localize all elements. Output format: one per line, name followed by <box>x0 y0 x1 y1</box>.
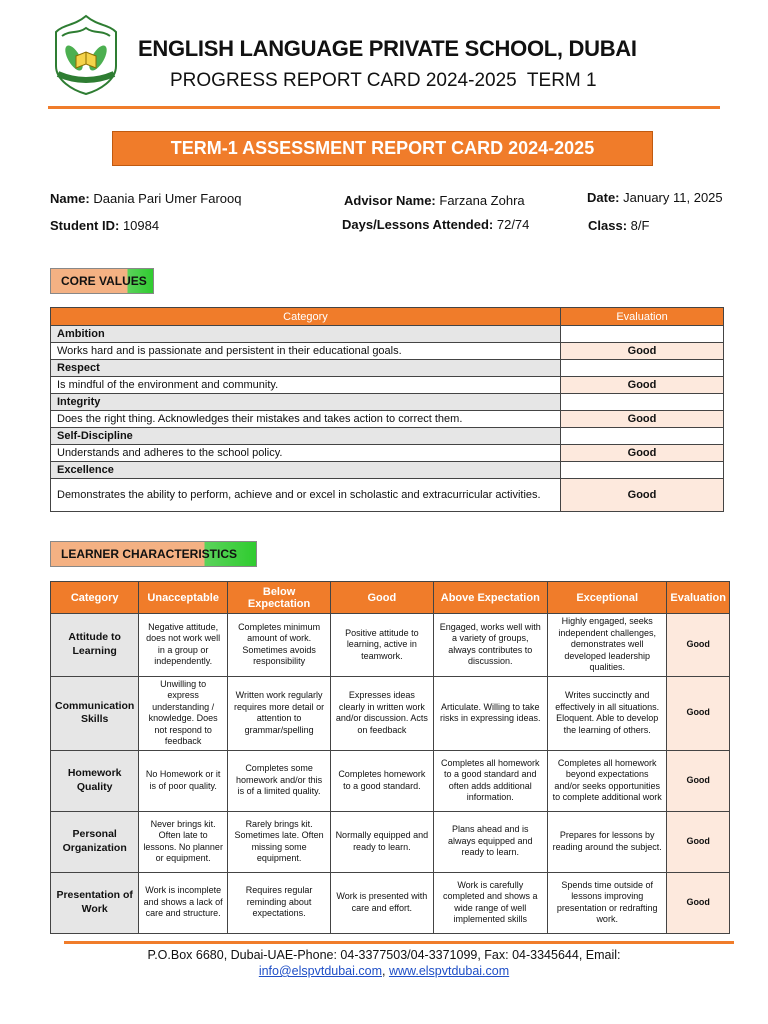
table-row <box>51 811 730 872</box>
exceptional-cell: Completes all homework beyond expectations and/or seeks opportunities to complete additional work <box>548 750 667 811</box>
good-cell: Positive attitude to learning, active in teamwork. <box>331 614 433 677</box>
footer-divider <box>64 941 734 944</box>
above-expectation-cell: Engaged, works well with a variety of groups, always contributes to discussion. <box>433 614 548 677</box>
column-header: Good <box>331 582 433 614</box>
core-value-name: Self-Discipline <box>51 428 561 445</box>
column-header: Above Expectation <box>433 582 548 614</box>
evaluation-cell: Good <box>667 614 730 677</box>
row-category: Personal Organization <box>51 811 139 872</box>
row-category: Presentation of Work <box>51 872 139 933</box>
exceptional-cell: Prepares for lessons by reading around the subject. <box>548 811 667 872</box>
student-name: Name: Daania Pari Umer Farooq <box>50 191 242 206</box>
core-value-evaluation: Good <box>561 343 724 360</box>
good-cell: Work is presented with care and effort. <box>331 872 433 933</box>
core-value-description: Does the right thing. Acknowledges their mistakes and takes action to correct them. <box>51 411 561 428</box>
below-expectation-cell: Completes minimum amount of work. Sometimes avoids responsibility <box>228 614 331 677</box>
evaluation-cell: Good <box>667 676 730 750</box>
above-expectation-cell: Completes all homework to a good standard and often adds additional information. <box>433 750 548 811</box>
core-value-evaluation: Good <box>561 377 724 394</box>
learner-characteristics-heading: LEARNER CHARACTERISTICS <box>50 541 257 567</box>
advisor-name: Advisor Name: Farzana Zohra <box>344 193 525 208</box>
column-header-category: Category <box>51 308 561 326</box>
row-category: Homework Quality <box>51 750 139 811</box>
good-cell: Expresses ideas clearly in written work and/or discussion. Acts on feedback <box>331 676 433 750</box>
column-header: Unacceptable <box>139 582 228 614</box>
unacceptable-cell: Work is incomplete and shows a lack of care and structure. <box>139 872 228 933</box>
column-header: Below Expectation <box>228 582 331 614</box>
core-value-evaluation: Good <box>561 479 724 512</box>
column-header: Evaluation <box>667 582 730 614</box>
student-id: Student ID: 10984 <box>50 218 160 233</box>
table-row <box>51 676 730 750</box>
column-header: Category <box>51 582 139 614</box>
row-category: Communication Skills <box>51 676 139 750</box>
core-value-description: Works hard and is passionate and persistent in their educational goals. <box>51 343 561 360</box>
core-value-evaluation: Good <box>561 445 724 462</box>
assessment-banner: TERM-1 ASSESSMENT REPORT CARD 2024-2025 <box>112 131 653 166</box>
column-header-evaluation: Evaluation <box>561 308 724 326</box>
exceptional-cell: Spends time outside of lessons improving presentation or redrafting work. <box>548 872 667 933</box>
table-row <box>51 872 730 933</box>
website-link[interactable]: www.elspvtdubai.com <box>388 964 510 978</box>
core-value-description: Is mindful of the environment and community. <box>51 377 561 394</box>
evaluation-cell: Good <box>667 872 730 933</box>
core-values-table <box>50 307 724 512</box>
core-value-name: Respect <box>51 360 561 377</box>
above-expectation-cell: Plans ahead and is always equipped and ready to learn. <box>433 811 548 872</box>
email-link[interactable]: info@elspvtdubai.com <box>258 964 382 978</box>
above-expectation-cell: Work is carefully completed and shows a wide range of well implemented skills <box>433 872 548 933</box>
core-values-heading: CORE VALUES <box>50 268 154 294</box>
table-row <box>51 750 730 811</box>
below-expectation-cell: Completes some homework and/or this is of a limited quality. <box>228 750 331 811</box>
attendance: Days/Lessons Attended: 72/74 <box>342 217 530 232</box>
footer <box>0 947 768 979</box>
learner-characteristics-table <box>50 581 730 934</box>
unacceptable-cell: Negative attitude, does not work well in a group or independently. <box>139 614 228 677</box>
core-value-name: Ambition <box>51 326 561 343</box>
school-name: ENGLISH LANGUAGE PRIVATE SCHOOL, DUBAI <box>138 36 637 61</box>
core-value-description: Demonstrates the ability to perform, achieve and or excel in scholastic and extracurricular activities. <box>51 479 561 512</box>
good-cell: Normally equipped and ready to learn. <box>331 811 433 872</box>
unacceptable-cell: Never brings kit. Often late to lessons. No planner or equipment. <box>139 811 228 872</box>
footer-address: P.O.Box 6680, Dubai-UAE-Phone: 04-3377503/04-3371099, Fax: 04-3345644, Email: <box>147 948 621 962</box>
unacceptable-cell: No Homework or it is of poor quality. <box>139 750 228 811</box>
school-logo <box>44 12 128 96</box>
below-expectation-cell: Written work regularly requires more detail or attention to grammar/spelling <box>228 676 331 750</box>
column-header: Exceptional <box>548 582 667 614</box>
evaluation-cell: Good <box>667 750 730 811</box>
table-row <box>51 614 730 677</box>
footer-separator: , <box>382 964 389 978</box>
below-expectation-cell: Rarely brings kit. Sometimes late. Often missing some equipment. <box>228 811 331 872</box>
good-cell: Completes homework to a good standard. <box>331 750 433 811</box>
row-category: Attitude to Learning <box>51 614 139 677</box>
above-expectation-cell: Articulate. Willing to take risks in expressing ideas. <box>433 676 548 750</box>
header-divider <box>48 106 720 109</box>
report-subtitle: PROGRESS REPORT CARD 2024-2025 TERM 1 <box>170 70 597 91</box>
student-class: Class: 8/F <box>588 218 650 233</box>
below-expectation-cell: Requires regular reminding about expectations. <box>228 872 331 933</box>
exceptional-cell: Highly engaged, seeks independent challenges, demonstrates well developed leadership qualities. <box>548 614 667 677</box>
evaluation-cell: Good <box>667 811 730 872</box>
core-value-description: Understands and adheres to the school policy. <box>51 445 561 462</box>
exceptional-cell: Writes succinctly and effectively in all situations. Eloquent. Able to develop the learning of others. <box>548 676 667 750</box>
unacceptable-cell: Unwilling to express understanding / knowledge. Does not respond to feedback <box>139 676 228 750</box>
core-value-name: Integrity <box>51 394 561 411</box>
report-date: Date: January 11, 2025 <box>587 190 723 205</box>
core-value-name: Excellence <box>51 462 561 479</box>
core-value-evaluation: Good <box>561 411 724 428</box>
